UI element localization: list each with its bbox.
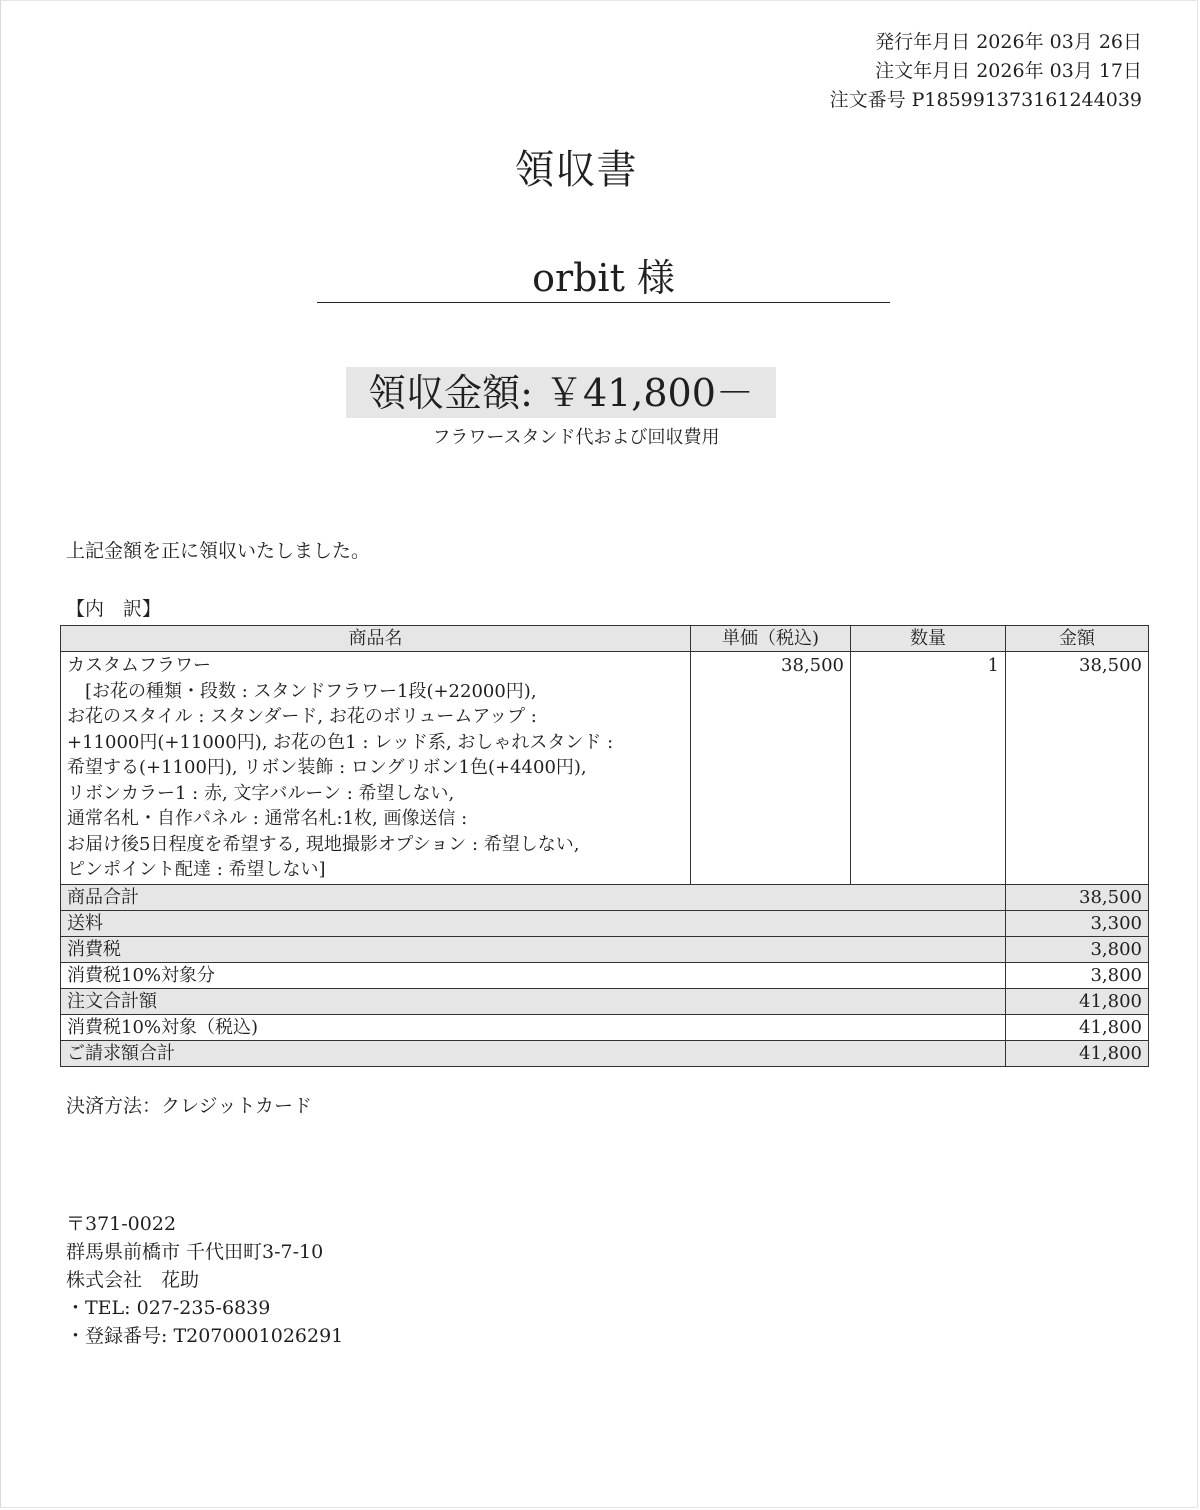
item-line: ピンポイント配達 : 希望しない] <box>67 859 326 880</box>
item-unit-price: 38,500 <box>691 652 851 885</box>
summary-row-tax-10-portion <box>61 962 1149 988</box>
summary-row-shipping <box>61 910 1149 936</box>
summary-row-order-total <box>61 988 1149 1014</box>
item-line: お花のスタイル : スタンダード, お花のボリュームアップ : <box>67 706 537 727</box>
item-line: カスタムフラワー <box>67 655 211 676</box>
issue-date: 発行年月日 2026年 03月 26日 <box>875 31 1142 53</box>
postal-code: 〒371-0022 <box>66 1213 177 1235</box>
summary-label: 消費税10%対象（税込) <box>61 1014 1006 1040</box>
summary-row-billed-total <box>61 1040 1149 1066</box>
order-number: 注文番号 P185991373161244039 <box>829 89 1142 111</box>
summary-value: 3,800 <box>1006 936 1149 962</box>
document-meta <box>830 28 1142 115</box>
table-header-row <box>61 626 1149 652</box>
summary-value: 41,800 <box>1006 988 1149 1014</box>
summary-value: 41,800 <box>1006 1040 1149 1066</box>
summary-label: 送料 <box>61 910 1006 936</box>
receipt-purpose: フラワースタンド代および回収費用 <box>432 427 720 448</box>
page-title: 領収書 <box>514 147 638 193</box>
item-line: リボンカラー1 : 赤, 文字バルーン : 希望しない, <box>67 782 455 804</box>
item-line: お届け後5日程度を希望する, 現地撮影オプション : 希望しない, <box>67 833 580 855</box>
summary-value: 38,500 <box>1006 884 1149 910</box>
breakdown-heading: 【内 訳】 <box>66 598 162 620</box>
header-quantity: 数量 <box>851 626 1006 652</box>
item-amount: 38,500 <box>1006 652 1149 885</box>
receipt-amount: 領収金額: ￥41,800－ <box>346 367 776 418</box>
item-line: [お花の種類・段数 : スタンドフラワー1段(+22000円), <box>67 680 537 702</box>
issuer-info <box>66 1210 343 1350</box>
item-quantity: 1 <box>851 652 1006 885</box>
payment-method: 決済方法：クレジットカード <box>66 1095 312 1117</box>
summary-row-subtotal <box>61 884 1149 910</box>
company-name: 株式会社 花助 <box>66 1269 200 1291</box>
summary-label: ご請求額合計 <box>61 1040 1006 1066</box>
item-line: +11000円(+11000円), お花の色1 : レッド系, おしゃれスタンド : <box>67 731 614 753</box>
breakdown-table <box>60 625 1149 1067</box>
registration-number: ・登録番号: T2070001026291 <box>66 1325 344 1347</box>
summary-label: 商品合計 <box>61 884 1006 910</box>
header-amount: 金額 <box>1006 626 1149 652</box>
item-line: 希望する(+1100円), リボン装飾 : ロングリボン1色(+4400円), <box>67 757 587 778</box>
summary-label: 消費税 <box>61 936 1006 962</box>
item-description <box>61 652 691 885</box>
header-unit-price: 単価（税込) <box>691 626 851 652</box>
summary-row-tax-10-inclusive <box>61 1014 1149 1040</box>
order-date: 注文年月日 2026年 03月 17日 <box>875 60 1142 82</box>
summary-value: 3,800 <box>1006 962 1149 988</box>
recipient-name: orbit 様 <box>317 254 890 303</box>
item-line: 通常名札・自作パネル : 通常名札:1枚, 画像送信 : <box>67 808 468 829</box>
company-address: 群馬県前橋市 千代田町3-7-10 <box>66 1241 324 1263</box>
table-row <box>61 652 1149 885</box>
summary-value: 41,800 <box>1006 1014 1149 1040</box>
summary-label: 注文合計額 <box>61 988 1006 1014</box>
summary-value: 3,300 <box>1006 910 1149 936</box>
summary-label: 消費税10%対象分 <box>61 962 1006 988</box>
summary-row-tax <box>61 936 1149 962</box>
receipt-statement: 上記金額を正に領収いたしました。 <box>66 540 371 562</box>
company-phone: ・TEL: 027-235-6839 <box>66 1297 271 1319</box>
header-product-name: 商品名 <box>61 626 691 652</box>
